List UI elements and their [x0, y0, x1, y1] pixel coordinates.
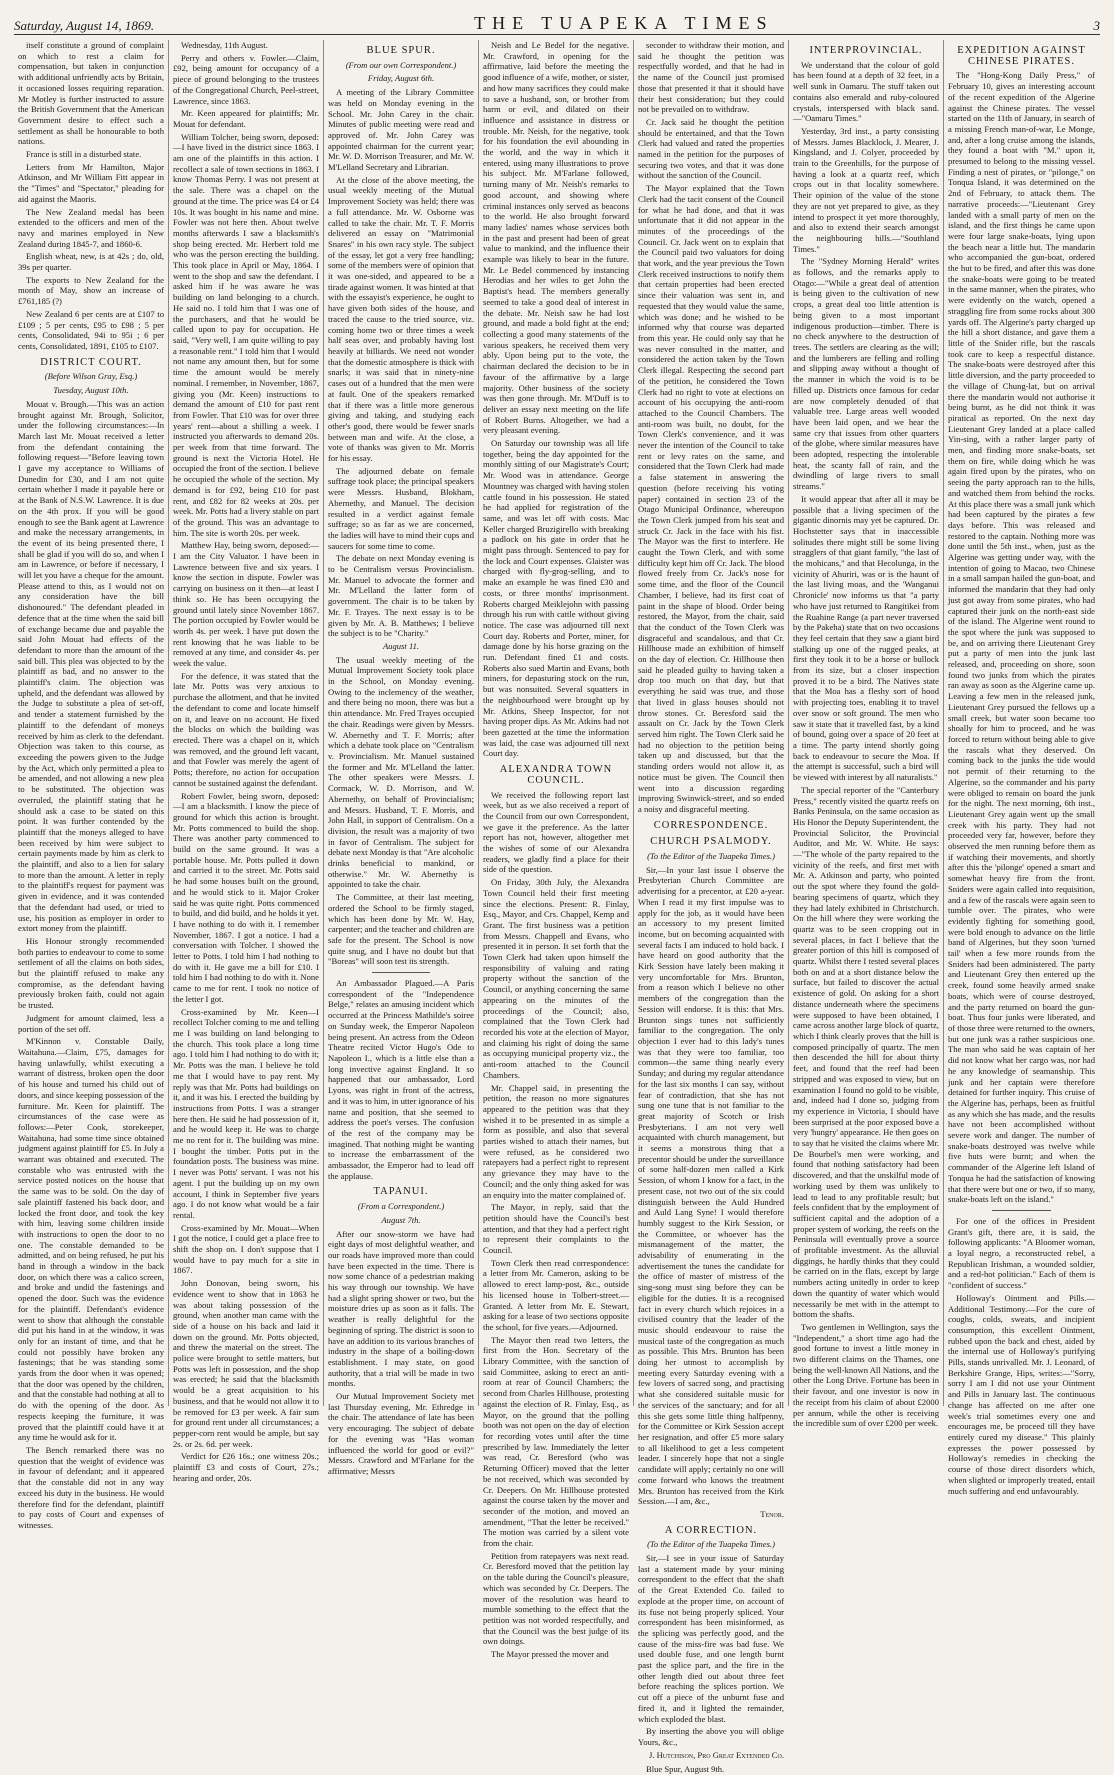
column-4 — [479, 40, 634, 1660]
columns — [14, 40, 1100, 1775]
paragraph: By inserting the above you will oblige Yours, &c., — [638, 1726, 784, 1747]
paragraph: Mouat v. Brough.—This was an action brought against Mr. Brough, Solicitor, under the following circumstances:—In March last Mr. Mouat received a letter from the defendant containing the following request—"Before leaving town I gave my acceptance to Williams of Dunedin for £30, and I am not quite certain whether I made it payable here or at the Bank of N.S.W. Lawrence. It is due on the 4th prox. If you will be good enough to see the Bank agent at Lawrence and make the necessary arrangements, in the event of its being presented there, I shall be glad if you will do so, and when I am in Lawrence, or before if necessary, I will let you have a cheque for the amount. Please attend to this, as I would not on any consideration have the bill dishonoured." The defendant pleaded in defence that at the time when the said bill of exchange became due and payable the said John Mouat had effects of the defendant to more than the amount of the said bill. This plea was objected to by the plaintiff as bad, and no answer to the plaintiff's claim. The objection was upheld, and the defendant was allowed by the Judge to substitute a plea of set-off, and tender a statement furnished by the plaintiff to the defendant of moneys received by him as clerk to the defendant. Objection was taken to this course, as exceeding the powers given to the Judge by the Act, which only permitted a plea to be amended, and not allowing a new plea to be substituted. The objection was overruled, the plaintiff stating that he should ask a case to be stated on this point. It was further contended by the plaintiff that the moneys alleged to have been received by him were subject to certain payments made by him as clerk to the plaintiff, and also to a lien for salary to more than the amount. A letter in reply to the plaintiff's request for payment was given in evidence, and it was contended that the defendant had used, or tried to use, his position as employer in order to extort money from the plaintiff. — [18, 398, 164, 934]
section-heading: ALEXANDRA TOWN COUNCIL. — [499, 764, 613, 786]
paragraph: Wednesday, 11th August. — [181, 40, 268, 50]
paragraph: The Bench remarked there was no question that the weight of evidence was in favour of defendant; and it appeared that the constable did not in any way exceed his duty in the business. He would therefore find for the defendant, plaintiff to pay costs of Court and expenses of witnesses. — [18, 1445, 164, 1530]
paragraph: Cross-examined by Mr. Keen—I recollect Tolcher coming to me and telling me I was building on land belonging to the church. This took place a long time ago. I told him I had nothing to do with it; Mr. Potts was the man. I believe he told me that I would have to pay rent. My reply was that Mr. Potts had buildings on it, and it was his. I erected the building by instructions from Potts. I was a stranger here then. He said he had possession of it, and he would keep it. He was to charge me no rent for it. The building was mine. I bought the timber. Potts put in the foundation posts. The business was mine. I never was Potts' servant. I was not his agent. I put the building up on my own account, I think in September five years ago. I do not know what would be a fair rental. — [173, 1006, 319, 1220]
subheading: August 7th. — [381, 1214, 421, 1225]
masthead — [14, 8, 1100, 35]
newspaper-page — [14, 8, 1100, 1775]
column-2 — [169, 40, 324, 1483]
paragraph: Letters from Mr Hamilton, Major Atkinson, and Mr William Fitt appear in the "Times" and "Spectator," pleading for aid against the Maoris. — [18, 161, 164, 204]
section-heading: BLUE SPUR. — [366, 45, 436, 56]
paragraph: Neish and Le Bedel for the negative. Mr. Crawford, in opening for the affirmative, laid before the meeting the good influence of a wife, mother, or sister, and how many sacrifices they could make to save a husband, son, or brother from harm or evil, and dilated on their influence and assistance in distress or trouble. Mr. Neish, for the negative, took for his foundation the evil abounding in the world, and the way in which it entered, using many illustrations to prove his subject. Mr. M'Farlane followed, turning many of Mr. Neish's remarks to good account, and showing where criminal instances only served as beacons to the world. He also brought forward many ladies' names whose services both in the past and present had been of great value to mankind, and the influence their example was likely to bear in the future. Mr. Le Bedel commenced by instancing Herodias and her wiles to get John the Baptist's head. The members generally seemed to take a good deal of interest in the debate. Mr. Neish saw he had lost ground, and made a bold fight at the end; collecting a good many statements of the various speakers, he received them very ably. Upon being put to the vote, the chairman declared the decision to be in favour of the affirmative by a large majority. Other business of the society was then gone through. Mr. M'Duff is to deliver an essay next meeting on the life of Robert Burns. Altogether, we had a very pleasant evening. — [483, 40, 629, 436]
paragraph: Verdict for £26 16s.; one witness 20s.; plaintiff £3 and costs of Court, 27s.; hearing and order, 20s. — [173, 1451, 319, 1483]
column-1 — [14, 40, 169, 1530]
section-heading: CORRESPONDENCE. — [653, 819, 769, 831]
paragraph: M'Kinnon v. Constable Daily, Waitahuna.—Claim, £75, damages for having unlawfully, whilst executing a warrant of distress, broken open the door of his house and turned his child out of doors, and since keeping possession of the furniture. Mr. Keen for plaintiff. The circumstances of the case were as follows:—Peter Cook, storekeeper, Waitahuna, had some time since obtained judgment against plaintiff for £5. In July a warrant was obtained and executed. The constable who was entrusted with the service posted notices on the house that the same was to be sold. On the day of sale plaintiff fastened his back door, and locked the front door, and took the key with him, leaving some children inside with instructions to open the door to no one. The constable demanded to be admitted, and on being refused, he put his hand in through a window in the back door, on which there was a calico screen, and broke and undid the fastenings and opened the door. Such was the evidence for the plaintiff. Defendant's evidence went to show that although the constable did put his hand in at the window, it was only for an instant of time, and that he could not possibly have broken any fastenings; that he was standing some yards from the door when it was opened; that the door was opened by the children, and that the constable had nothing at all to do with the opening of the door. As respects keeping the furniture, it was proved that the plaintiff could have it at any time he would ask for it. — [18, 1036, 164, 1443]
paragraph: Sir,—I see in your issue of Saturday last a statement made by your mining correspondent to the effect that the shaft of the Great Extended Co. failed to explode at the proper time, on account of its fuse not being properly spliced. Your correspondent has been misinformed, as the splicing was perfectly good, and the cause of the miss-fire was bad fuse. We used double fuse, and one length burnt past the splice part, and the fire in the other length died out about three feet before reaching the splices portion. We cut off a piece of the unburnt fuse and fired it, and it lighted the remainder, which exploded the blast. — [638, 1553, 784, 1724]
paragraph: Matthew Hay, being sworn, deposed:—I am the City Valuator. I have been in Lawrence between five and six years. I know the section in dispute. Fowler was carrying on business on it then—at least I think so. He has been occupying the ground until lately since November 1867. The portion occupied by Fowler would be worth 4s. per week. I have put down the rent knowing that he was liable to be removed at any time, and consider 4s. per week the value. — [173, 540, 319, 669]
paragraph: A meeting of the Library Committee was held on Monday evening in the School. Mr. John Carey in the chair. Minutes of public meeting were read and approved of. Mr. John Carey was appointed chairman for the current year; Mr. W. D. Morrison Treasurer, and Mr. W. M'Lelland Secretary and Librarian. — [328, 87, 474, 173]
subheading: (From a Correspondent.) — [357, 1201, 445, 1212]
subheading: (To the Editor of the Tuapeka Times.) — [647, 1539, 775, 1550]
signature: Tenor. — [760, 1508, 784, 1519]
paragraph: The Mayor then read two letters, the first from the Hon. Secretary of the Library Committee, with the sanction of said Committee, asking to erect an anti-room at rear of Council Chambers; the second from Charles Hillhouse, protesting against the election of R. Finlay, Esq., as Mayor, on the ground that the polling booth was not open on the day of election for recording votes until after the time prescribed by law. Immediately the letter was read, Cr. Beresford (who was Returning Officer) moved that the letter be not received, which was seconded by Cr. Deepers. On Mr. Hillhouse protested against the course taken by the mover and seconder of the motion, and moved an amendment, "That the letter be received." The motion was carried by a silent vote from the chair. — [483, 1334, 629, 1549]
paragraph: Two gentlemen in Wellington, says the "Independent," a short time ago had the good fortune to invest a little money in two different claims on the Thames, one being the well-known All Nations, and the other the Long Drive. Fortune has been in their favour, and one investor is now in the receipt from his claim of about £2000 per annum, while the other is receiving the incredible sum of over £200 per week. — [793, 1321, 939, 1429]
paragraph: Judgment for amount claimed, less a portion of the set off. — [18, 1012, 164, 1034]
paragraph: Petition from ratepayers was next read. Cr. Beresford moved that the petition lay on the table during the Council's pleasure, which was seconded by Cr. Deepers. The mover of the resolution was heard to mumble something to the effect that the petition was not worded respectfully, and that the Council was the best judge of its own doings. — [483, 1550, 629, 1647]
subheading: (From our own Correspondent.) — [345, 59, 457, 70]
paragraph: Mr. Keen appeared for plaintiffs; Mr. Mouat for defendant. — [173, 108, 319, 129]
paragraph: France is still in a disturbed state. — [26, 149, 142, 160]
page-number: 3 — [1093, 18, 1100, 33]
column-7 — [944, 40, 1099, 1496]
paragraph: John Donovan, being sworn, his evidence went to show that in 1863 he was about taking possession of the ground, when another man came with the side of a house on his back and laid it down on the ground. Mr. Potts objected, and threw the material on the street. The police were brought to settle matters, but Potts was left in possession, and the shop was erected; he said that the blacksmith would be a great acquisition to his business, and that he would not allow it to be removed for £3 per week. A fair sum for ground rent under all circumstances; a pepper-corn rent would be ample, but say 2s. or 2s. 6d. per week. — [173, 1278, 319, 1449]
paragraph: The Committee, at their last meeting, ordered the School to be firmly staged, which has been done by Mr. W. Hay, carpenter; and the teacher and children are safe for the present. The School is now quite snug, and I have no doubt but that "Boreas" will soon test its strength. — [328, 892, 475, 967]
paragraph: William Tolcher, being sworn, deposed:—I have lived in the district since 1863. I am one of the plaintiffs in this action. I recollect a sale of town sections in 1863. I know Thomas Perry. I was not present at the sale. There was a chapel on the ground at the time. The price was £4 or £4 10s. It was bought in his name and mine. Fowler was not here then. About twelve months afterwards I saw a blacksmith's shop being erected. Mr. Herbert told me who was the person erecting the building. This took place in April or May, 1864. I went to the shop and saw the defendant. I asked him if he was aware he was building on land belonging to a church. He said no. I told him that I was one of the purchasers, and that he would be called upon to pay for occupation. He said, "Very well, I am quite willing to pay a reasonable rent." I told him that I would not name any amount then, but for some time the amount would be merely nominal. I remember, in November, 1867, giving you (Mr. Keen) instructions to demand the amount of £10 for past rent from Fowler. That £10 was for over three years' rent—about a shilling a week. I instructed you afterwards to demand 20s. per week from that time forward. The ground is next the Victoria Hotel. He occupied the front of the section. I believe he occupied the whole of the section. My demand is for £92, being £10 for past rent, and £82 for 82 weeks at 20s. per week. Mr. Potts had a livery stable on part of the ground. This was an advantage to him. The site is worth 20s. per week. — [173, 131, 319, 538]
paragraph: Sir,—In your last issue I observe the Presbyterian Church Committee are advertising for a precentor, at £20 a-year. When I read it my first impulse was to apply for the job, as it would have been an accessory to my present limited income, but on becoming acquainted with several facts I am induced to hold back. I have heard on good authority that the Kirk Session have lately been making it very uncomfortable for Mrs. Brunton, from a reason which I believe no other members of the congregation than the Session will endorse. It is this: that Mrs. Brunton sings tunes not sufficiently familiar to the congregation. The only objection I ever had to this lady's tunes was that they were too familiar, too common—the same thing nearly every Sunday; and during my regular attendance for the last six months I can say, without fear of contradiction, that she has not sung one tune that is not familiar to the great majority of Scotch or Irish Presbyterians. I am not very well acquainted with church management, but it seems a monstrous thing that a precentor should be under the surveillance of some half-dozen men called a Kirk Session, of whom I know for a fact, in the present case, not two out of the six could distinguish between the Auld Hundred and Auld Lang Syne! I would therefore humbly suggest to the Kirk Session, or the Committee, or whoever has the mismanagement of the matter, the advisability of enumerating in the advertisement the tunes the candidate for the office of master of mistress of the sing-song must sing before they can be eligible for the duties. It is a recognised fact in every church which rejoices in a civilised country that the leader of the music should endeavour to raise the musical taste of the congregation as much as possible. This Mrs. Brunton has been doing her utmost to accomplish by meeting every Saturday evening with a few lovers of sacred song, and practising what she considered suitable music for the services of the sanctuary; and for all this she gets some little thing halfpenny, for the Committee or Kirk Session accept her resignation, and offer £5 more salary to all likelihood to get a less competent leader. I sincerely hope that not a single candidate will apply; certainly no one will come forward who knows the treatment Mrs. Brunton has received from the Kirk Session.—I am, &c., — [638, 864, 784, 1507]
section-heading: CHURCH PSALMODY. — [650, 836, 772, 848]
paragraph: It would appear that after all it may be possible that a living specimen of the gigantic dinornis may yet be captured. Dr. Hochstetter says that in inaccessible solitudes there might still be some living stragglers of that giant family, "the last of the mohicans," and that Hecolunga, in the vicinity of Ahuriri, was or is the haunt of the last living moas, and the 'Wanganui Chronicle' now informs us that "a party who have just returned to Rangitikei from the Ruahine Range (a part never traversed by the Pakeha) state that on two occasions they feel certain that they saw a giant bird stalking up one of the rugged peaks, at first they took it to be a horse or bullock from its size, but a closer inspection proved it to be a bird. The Natives state that the Moa has a fleshy sort of hood with projecting toes, enabling it to travel over snow or soft ground. The men who saw it state that it travelled fast, by a kind of bound, going over a space of 20 feet at a time. The party intend shortly going back to endeavour to secure the Moa. If the attempt is successful, such a bird will be viewed with interest by all naturalists." — [793, 493, 939, 783]
paragraph: On Saturday our township was all life together, being the day appointed for the monthly sitting of our Magistrate's Court; Mr. Wood was in attendance. George Mountney was charged with having stolen cattle found in his possession. He stated he had applied for registration of the same, and was let off with costs. Mac Keller charged Bruzigirello with breaking a padlock on his gate in order that he might pass through. Sentenced to pay for the lock and Court expenses. Glaister was charged with fly-grog-selling, and to make an example he was fined £30 and costs, or three months' imprisonment. Roberts charged Meiklejohn with passing through his run with cattle without giving notice. The case was adjourned till next Court day. Roberts and Porter, miner, for damage done by his horse grazing on the run. Defendant fined £1 and costs. Roberts also sued Martin and Evans, both miners, for depasturing stock on the run, but was nonsuited. Several squatters in the neighbourhood were brought up by Mr. Atkins, Sheep Inspector, for not having proper dips. As Mr. Atkins had not been gazetted at the time the information was laid, the case was adjourned till next Court day. — [483, 438, 629, 759]
paragraph: Holloway's Ointment and Pills.—Additional Testimony.—For the cure of coughs, colds, sweats, and incipient consumption, this excellent Ointment, rubbed upon the back and chest, aided by the internal use of Holloway's purifying Pills, stands unrivalled. Mr. J. Leonard, of Berkshire Grange, Hips, writes:—"Sorry, sorry I am I did not use your Ointment and Pills in January last. The continuous change has affected on me after one week's trial sometimes every one and encourages me, be proceed till they have entirely cured my disease." This plainly expresses the power possessed by Holloway's remedies in checking the course of those direct disorders which, when slighted or improperly treated, entail much suffering and end unfavourably. — [948, 1292, 1095, 1496]
newspaper-title: THE TUAPEKA TIMES — [474, 13, 774, 33]
subheading: (To the Editor of the Tuapeka Times.) — [647, 851, 775, 862]
issue-date: Saturday, August 14, 1869. — [14, 18, 155, 33]
paragraph: The "Sydney Morning Herald" writes as follows, and the remarks apply to Otago:—"While a great deal of attention is being given to the cultivation of new crops, a great deal too little attention is being given to a most important indigenous production—timber. There is no check anywhere to the destruction of trees. The settlers are clearing as the will; and the lumberers are felling and rolling and slipping away without a thought of the manner in which the void is to be filled up. Districts once famous for cedar are now completely denuded of that valuable tree. Large areas well wooded have been laid open, and we hear the same cry that issues from other quarters of the globe, where similar measures have been adopted, respecting the intolerable heat, the scanty fall of rain, and the dwindling of large rivers to small streams." — [793, 256, 939, 492]
paragraph: The exports to New Zealand for the month of May, show an increase of £761,185 (?) — [18, 274, 164, 307]
section-heading: EXPEDITION AGAINST CHINESE PIRATES. — [957, 45, 1086, 67]
subheading: Tuesday, August 10th. — [53, 385, 129, 396]
column-6 — [789, 40, 944, 1429]
paragraph: The Mayor, in reply, said that the petition should have the Council's best attention, and that they had a perfect right to represent their complaints to the Council. — [483, 1202, 629, 1256]
paragraph: The Mayor pressed the mover and — [491, 1649, 609, 1660]
paragraph: Mr. Chappel said, in presenting the petition, the reason no more signatures appeared to the petition was that they wished it to be presented in as simple a form as possible, and also that several parties wished to attach their names, but were refused, as he considered two ratepayers had a perfect right to represent any grievance they may have to the Council; and the only thing asked for was an enquiry into the matter complained of. — [483, 1082, 629, 1200]
paragraph: English wheat, new, is at 42s ; do, old, 39s per quarter. — [18, 251, 164, 273]
paragraph: New Zealand 6 per cents are at £107 to £109 ; 5 per cents, £95 to £98 ; 5 per cents, Consolidated, 94i to 95i ; 6 per cents, Consolidated, 1891, £105 to £107. — [18, 308, 164, 351]
paragraph: The adjourned debate on female suffrage took place; the principal speakers were Messrs. Husband, Blokham, Abernethy, and Manuel. The decision resulted in a verdict against female suffrage; so as far as we are concerned, the ladies will have to mind their cups and saucers for some time to come. — [328, 465, 474, 551]
paragraph: For the defence, it was stated that the late Mr. Potts was very anxious to purchase the allotment, and that he invited the defendant to come and locate himself on it, and leave on no account. He fixed the blocks on which the building was erected. There was a chapel on it, which was removed, and the ground left vacant, and that Fowler was merely the agent of Potts; therefore, no action for occupation cannot be sustained against the defendant. — [173, 670, 319, 788]
divider-rule — [992, 1210, 1051, 1211]
paragraph: Blue Spur, August 9th. — [646, 1764, 725, 1775]
paragraph: At the close of the above meeting, the usual weekly meeting of the Mutual Improvement Society was held; there was a full attendance. Mr. W. Osborne was called to take the chair. Mr. T. F. Morris delivered an essay on "Matrimonial Snares" in his own racy style. The subject of the essay, let got a very free handling; some of the members were of opinion that it was one-sided, and appeared to be a tirade against women. It was hinted at that with the essayist's experience, he ought to have given both sides of the house, and traced the cause to the tried source, viz. coming home two or three times a week half seas over, and probably having lost heavily at billiards. We need not wonder that the domestic atmosphere is thick with snarls; it was said that in ninety-nine cases out of a hundred that the men were at fault. One of the speakers remarked that if there was a little more generous giving and taking, and studying each other's good, there would be fewer snarls between man and wife. At the close, a vote of thanks was given to Mr. Morris for his essay. — [328, 174, 474, 464]
paragraph: The special reporter of the "Canterbury Press," recently visited the quartz reefs on Banks Peninsula, on the same occasion as His Honor the Deputy Superintendent, the Provincial Solicitor, the Provincial Auditor, and Mr. W. White. He says:—"The whole of the party repaired to the vicinity of the reefs, and first met with Mr. A. Atkinson and party, who pointed out the spot where they found the gold-bearing specimens of quartz, which they they had lately exhibited in Christchurch. On the hill where they were working the quartz was to be seen cropping out in several places, in fact I believe that the greater portion of this hill is composed of quartz. Whilst there I tested several places both on and at a short distance below the surface, but failed to discover the actual existence of gold. On asking for a short distance underneath where the specimens were supposed to have been obtained, I came across another large block of quartz, which I think clearly proves that the hill is composed principally of quartz. The men then descended the hill for about thirty feet, and found that the reef had been stripped and was exposed to view, but on examination I found no gold to be visible, and, indeed had I done so, judging from my experience in Victoria, I should have been surprised at the poor exposed bove a very 'hungry' appearance. He then goes on to say that he visited the claims where Mr. De Bourbel's men were working, and found that nothing satisfactory had been discovered, and that the unskilful mode of working used by them was unlikely to lead to lead to any profitable result; but feels confident that by the employment of sufficient capital and the adoption of a proper system of working, the reefs on the Peninsula will eventually prove a source of profitable investment. As the alluvial diggings, he hardly thinks that they could be carried on in the flats, except by large numbers acting unitedly in order to keep down the quantity of water which would necessarily be met with in the attempt to bottom the shafts. — [793, 784, 939, 1320]
section-heading: A CORRECTION. — [664, 1524, 758, 1536]
divider-rule — [372, 972, 430, 973]
column-5 — [634, 40, 789, 1775]
column-3 — [324, 40, 479, 1476]
paragraph: The usual weekly meeting of the Mutual Improvement Society took place in the School, on Monday evening. Owing to the inclemency of the weather, and there being no moon, there was but a thin attendance. Mr. Fred Trayes occupied the chair. Readings were given by Messrs. W. Abernethy and T. F. Morris; after which a debate took place on "Centralism v. Provincialism. Mr. Manuel sustained the former and Mr. M'Lelland the latter. The other speakers were Messrs. J. Cormack, W. D. Morrison, and W. Abernethy, on behalf of Provincialism; and Messrs. Husband, T. F. Morris, and John Hall, in support of Centralism. On a division, the result was a majority of two in favor of Centralism. The subject for debate next Monday is that "Are alcoholic drinks beneficial to mankind, or otherwise." Mr. W. Abernethy is appointed to take the chair. — [328, 654, 474, 890]
paragraph: We received the following report last week, but as we also received a report of the Council from our own Correspondent, we gave it the preference. As the latter report has not, however, altogether met the wishes of some of our Alexandra readers, we gladly find a place for their side of the question. — [483, 789, 629, 875]
paragraph: His Honour strongly recommended both parties to endeavour to come to some settlement of all the claims on both sides, but the plaintiff refused to make any compromise, as the defendant having previously broken faith, could not again be trusted. — [18, 935, 164, 1011]
paragraph: itself constitute a ground of complaint on which to rest a claim for compensation, but taken in conjunction with additional unfriendly acts by Britain, it occasioned losses requiring reparation. Mr Motley is further instructed to assure the British Government that the American Government desire to effect such a settlement as shall be honourable to both nations. — [18, 40, 164, 147]
section-heading: INTERPROVINCIAL. — [809, 45, 923, 56]
subheading: August 11. — [382, 640, 420, 651]
paragraph: On Friday, 30th July, the Alexandra Town Council held their first meeting since the elections. Present: R. Finlay, Esq., Mayor, and Crs. Chappel, Kemp and Grant. The first business was a petition from Messrs. Chappell and Evans, who presented it in person. It set forth that the Town Clerk had taken upon himself the responsibility of valuing and rating property without the sanction of the Council, or anything concerning the same appearing on the minutes of the proceedings of the Council; also, complained that the Town Clerk had recorded his vote at the election of Mayor, and claiming his right of doing the same as occupying municipal property viz., the anti-room attached to the Council Chambers. — [483, 877, 629, 1080]
paragraph: Cross-examined by Mr. Mouat—When I got the notice, I could get a place free to shift the shop on. I don't suppose that I would have to pay much for a site in 1867. — [173, 1222, 319, 1276]
paragraph: We understand that the colour of gold has been found at a depth of 32 feet, in a well sunk in Oamaru. The stuff taken out contains also emerald and ruby-coloured crystals, interspersed with black sand.—"Oamaru Times." — [793, 59, 939, 124]
signature: J. Hutchison, Pro Great Extended Co. — [648, 1749, 784, 1760]
paragraph: After our snow-storm we have had eight days of most delightful weather, and our roads have improved more than could have been expected in the time. There is now some chance of a pedestrian making his way through our township. We have had a slight spring shower or two, but the moisture dries up as soon as it falls. The weather is really delightful for the beginning of spring. The district is soon to have an addition to its various branches of industry in the shape of a boiling-down establishment. I may state, on good authority, that a trial will be made in two months. — [328, 1228, 474, 1389]
paragraph: Robert Fowler, being sworn, deposed:—I am a blacksmith. I know the piece of ground for which this action is brought. Mr. Potts commenced to build the shop. There was another party commenced to build on the same ground. It was a portable house. Mr. Potts pulled it down and carried it to the street. Mr. Potts said he had some houses built on the ground, and he would stick to it. Major Croker said he was quite right. Potts commenced to build, and did build, and he holds it yet. I have nothing to do with it. I remember November, 1867. I got a notice. I had a conversation with Tolcher. I showed the letter to Potts. I told him I had nothing to do with it. He gave me a bill for £10. I told him I had nothing to do with it. None came to me for rent. I took no notice of the letter I got. — [173, 790, 319, 1004]
paragraph: seconder to withdraw their motion, and said he thought the petition was respectfully worded, and that he had in the name of the Council just promised those that presented it that it should have their best consideration; but they could not be prevailed on to withdraw. — [638, 40, 784, 115]
paragraph: Perry and others v. Fowler.—Claim, £92, being amount for occupancy of a piece of ground belonging to the trustees of the Congregational Church, Peel-street, Lawrence, since 1863. — [173, 52, 319, 106]
paragraph: The Mayor explained that the Town Clerk had the tacit consent of the Council for what he had done, and that it was unfortunate that it did not appear in the minutes of the proceedings of the Council. Cr. Jack went on to explain that the Council paid two valuators for doing that work, and the year previous the Town Clerk received instructions to notify them that certain properties had been erected since their valuation was sent in, and requested that they would value the same, which was done; and he wished to be informed why that course was departed from this year. He could only say that he was never consulted in the matter, and considered the action taken by the Town Clerk illegal. Respecting the second part of the petition, he considered the Town Clerk had no right to vote at elections on account of his occupying the anti-room attached to the Council Chambers. The anti-room was built, no doubt, for the Town Clerk's convenience, and it was never the intention of the Council to take rent or levy rates on the same, and considered that the Town Clerk had made a false statement in answering the question (before receiving his voting paper) contained in section 23 of the Otago Municipal Ordinance, whereupon the Town Clerk jumped from his seat and struck Cr. Jack in the face with his fist. The Mayor was the first to interfere. He caught the Town Clerk, and with some difficulty kept him off Cr. Jack. The blood flowed freely from Cr. Jack's nose for some time, and the floor of the Council Chamber, I believe, had its first coat of paint in the shape of blood. Order being restored, the Mayor, from the chair, said that the conduct of the Town Clerk was disgraceful and scandalous, and that Cr. Hillhouse made an exhibition of himself on the day of election. Cr. Hillhouse then said he pleaded guilty to having taken a drop too much on that day, but that everything he said was true, and those that lived in glass houses should not throw stones. Cr. Beresford said the assault on Cr. Jack by the Town Clerk served him right. The Town Clerk said he had no objection to the petition being taken up and discussed, but that the standing orders would not allow it, as notice must be given. The Council then went into a discussion regarding improving Swinwick-street, and so ended a noisy and disgraceful meeting. — [638, 183, 784, 814]
paragraph: Yesterday, 3rd inst., a party consisting of Messrs. James Blacklock, J. Mearer, J. Kingsland, and J. Colyer, proceeded by train to the Greenhills, for the purpose of having a look at a quartz reef, which crops out in that locality somewhere. Their opinion of the value of the stone they are not yet prepared to give, as they intend to prospect it yet more thoroughly, and also to extend their search amongst the neighbouring hills.—"Southland Times." — [793, 125, 939, 254]
paragraph: The New Zealand medal has been extended to the officers and men of the navy and marines employed in New Zealand during 1845-7, and 1860-6. — [18, 206, 164, 249]
subheading: Friday, August 6th. — [367, 73, 435, 84]
paragraph: The "Hong-Kong Daily Press," of February 10, gives an interesting account of the recent expedition of the Algerine against the Chinese pirates. The vessel started on the 11th of January, in search of a missing French man-of-war, Le Monge, and, after a long cruise among the islands, they found a boat with "M." upon it, presumed to belong to the missing vessel. Finding a nest of pirates, or "pilonge," on Tonqua Island, it was determined on the 2nd of February, to attack them. The narrative proceeds:—"Lieutenant Grey landed with a small party of men on the island, and the first things he came upon were four large snake-boats, lying upon the beach near a little hut. The mandarin who accompanied the gun-boat, ordered the hut to be fired, and after this was done the snake-boats were going to be treated in the same manner, when the pirates, who were evidently on the watch, opened a straggling fire from some rocks about 300 yards off. The Algerine's party charged up the hill a short distance, and gave them a little of the Snider rifle, but the rascals took care to keep a respectful distance. The snake-boats were destroyed after this little diversion, and the party proceeded to the village of Chung-lat, but on arrival there the mandarin would not authorise it being burnt, as he did not think it was piratical as reported. On the next day Lieutenant Grey landed at a place called Yin-sing, with a rather larger party of men, and finding more snake-boats, set them on fire, while doing which he was again fired upon by the pirates, who on seeing the party approach ran to the hills, and watched them from behind the rocks. At this place there was a small junk which had been captured by the pirates a few days before. This was released and restored to the captain. Nothing more was done until the 5th inst., when, just as the Algerine was getting under way, with the intention of going to Macao, two Chinese in a small sampan hailed the gun-boat, and informed the mandarin that they had only just got away from some pirates, who had captured their junk on the north-east side of the island. The Algerine went round to the spot where the junk was supposed to be, and on arriving there Lieutenant Grey put a party of men into the junk last released, and, proceeding on shore, soon found two junks from which the pirates ran away as soon as the Algerine came up. Leaving a few men in the released junk, Lieutenant Grey pursued the fellows up a small creek, but water soon became too shoally for him to proceed, and he was forced to return without being able to give the rascals what they deserved. On coming back to the junks the tide would not permit of their returning to the Algerine, so the commander and his party were obliged to remain on board the junk for the night. The next morning, 6th inst., Lieutenant Grey again went up the small creek with his party. They had not proceeded very far, however, before they observed the men running before them as if watching their movements, and shortly after this the 'pilonge' opened a smart and somewhat heavy fire from the front. Sniders were again called into requisition, and a few of the rascals were again seen to tumble over. The pirates, who were evidently fighting for something good, were bold enough to advance on the little band of Algerines, but they soon 'turned tail' when a few more rounds from the Sniders had been administered. The party and Lieutenant Grey then entered up the creek, found some heavily armed snake boats, which were of course destroyed, and the party returned on board the gun-boat. Thus four junks were liberated, and of those three were returned to the owners, but one junk was a rather suspicious one. The man who said he was captain of her did not know what her cargo was, nor had he any knowledge of seamanship. This junk and her captain were therefore detained for further inquiry. This cruise of the Algerine has, perhaps, been as fruitful as any which she has made, and the results have not been accomplished without severe work and danger. The number of snake-boats destroyed was twelve while five huts were burnt; and when the commander of the Algerine left Island of Tonqua he had the satisfaction of knowing that there were but one or two, if so many, snake-boats left on the island." — [948, 70, 1096, 1205]
section-heading: TAPANUI. — [373, 1186, 429, 1198]
paragraph: For one of the offices in President Grant's gift, there are, it is said, the following applicants: "A Bloomer woman, a loyal negro, a reconstructed rebel, a Republican Irishman, a wounded soldier, and a red-hot politician." Each of them is "confident of success." — [948, 1215, 1095, 1291]
subheading: (Before Wilson Gray, Esq.) — [44, 371, 138, 382]
paragraph: An Ambassador Plagued.—A Paris correspondent of the "Independence Belge," relates an amusing incident which occurred at the Princess Mathilde's soiree on Sunday week, the Emperor Napoleon being present. An actress from the Odeon Theatre recited Victor Hugo's Ode to Napoleon I., which is a little else than a long invective against England. It so happened that our ambassador, Lord Lyons, was right in front of the actress, and it was to him, in utter ignorance of his name and position, that she seemed to address the poet's verses. The confusion of the rest of the company may be imagined. That nothing might be wanting to increase the embarrassment of the ambassador, the Emperor had to lead off the applause. — [328, 978, 474, 1181]
paragraph: The debate on next Monday evening is to be Centralism versus Provincialism. Mr. Manuel to advocate the former and Mr. M'Lelland the latter form of government. The chair is to be taken by Mr. F. Trayes. The next essay is to be given by Mr. A. B. Matthews; I believe the subject is to be "Charity." — [328, 553, 474, 639]
paragraph: Town Clerk then read correspondence: a letter from Mr. Cameron, asking to be allowed to erect lamp-post, &c., outside his licensed house in Tolbert-street.—Granted. A letter from Mr. E. Stewart, asking for a lease of two sections opposite the school, for five years.—Adjourned. — [483, 1257, 629, 1332]
section-heading: DISTRICT COURT. — [40, 356, 142, 368]
paragraph: Cr. Jack said he thought the petition should be entertained, and that the Town Clerk had valued and rated the properties named in the petition for the purposes of securing two votes, and that it was done without the sanction of the Council. — [638, 116, 784, 181]
paragraph: Our Mutual Improvement Society met last Thursday evening, Mr. Ethredge in the chair. The attendance of late has been very encouraging. The subject of debate for the evening was "Has woman influenced the world for good or evil?" Messrs. Crawford and M'Farlane for the affirmative; Messrs — [328, 1391, 474, 1476]
